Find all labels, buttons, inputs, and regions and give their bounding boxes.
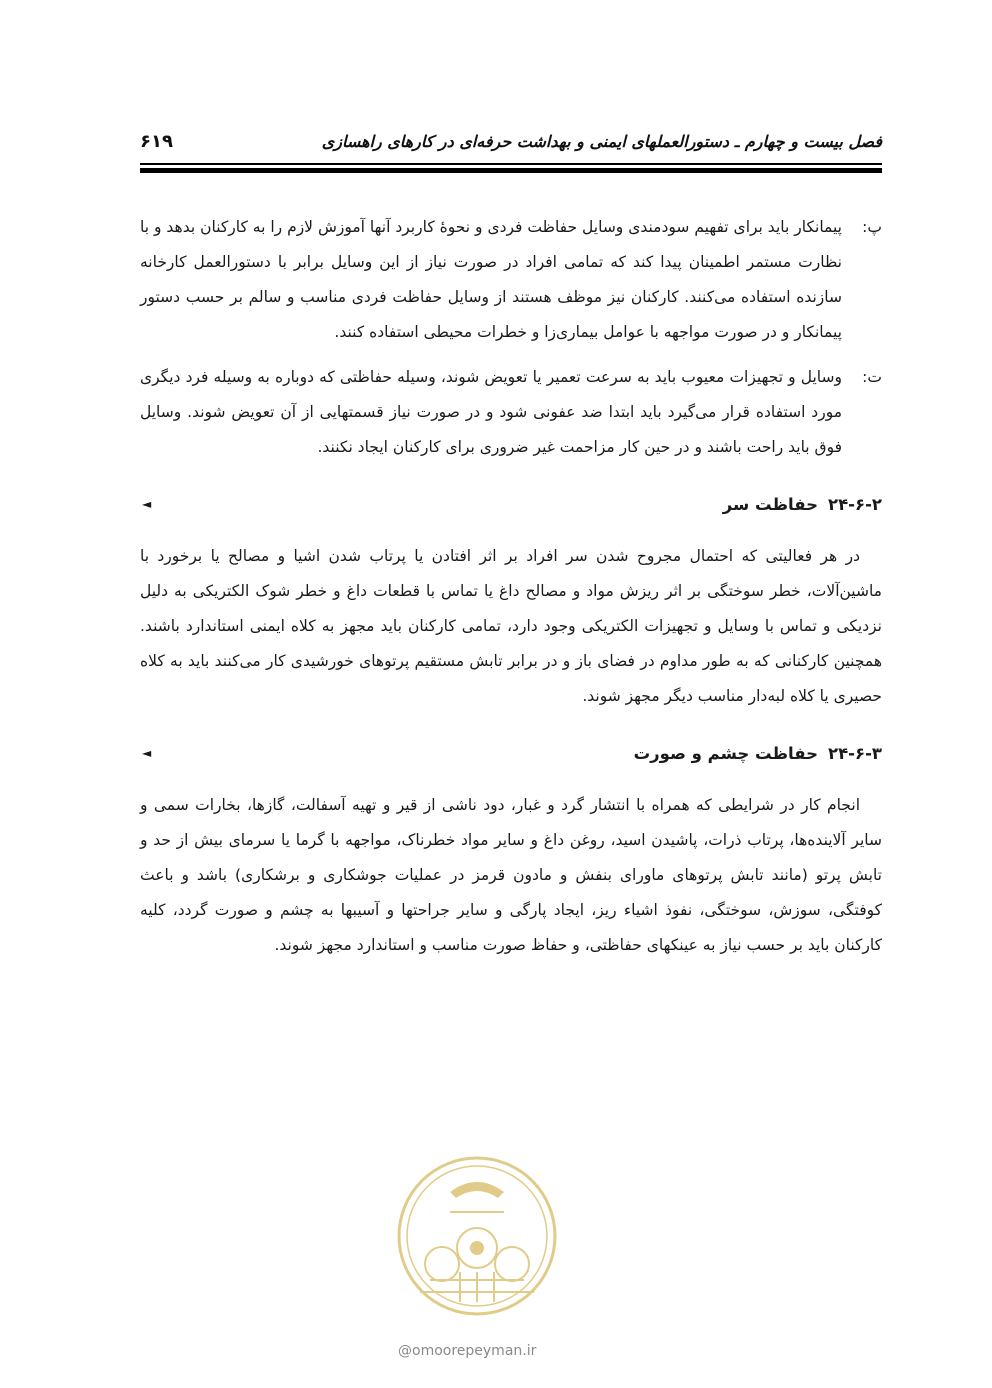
section-paragraph: انجام کار در شرایطی که همراه با انتشار گرد و غبار، دود ناشی از قیر و تهیه آسفالت، گازها، بخارات سمی و سایر آلاینده‌ها، پرتاب ذرات، پاشیدن اسید، روغن داغ و سایر مواد خطرناک، مواجهه با گرما یا سرمای بیش از حد و تابش پرتو (مانند تابش پرتوهای ماورای بنفش و مادون قرمز در عملیات جوشکاری و برشکاری) باشد و باعث کوفتگی، سوزش، سوختگی، نفوذ اشیاء ریز، ایجاد پارگی و سایر جراحتها و آسیبها به چشم و صورت گردد، کلیه کارکنان باید بر حسب نیاز به عینکهای حفاظتی، و حفاظ صورت مناسب و استاندارد مجهز شوند. — [140, 796, 882, 954]
page-number: ۶۱۹ — [140, 130, 173, 152]
header-rule-thin — [140, 163, 882, 165]
section-marker-icon: ◄ — [142, 746, 152, 760]
page-body — [140, 210, 882, 963]
list-item — [140, 210, 882, 350]
section-paragraph: در هر فعالیتی که احتمال مجروح شدن سر افراد بر اثر افتادن یا پرتاب شدن اشیا و مصالح یا برخورد با ماشین‌آلات، خطر سوختگی بر اثر ریزش مواد و مصالح داغ یا تماس با قطعات داغ و خطر شوک الکتریکی به دلیل نزدیکی و تماس با وسایل و تجهیزات الکتریکی وجود دارد، تمامی کارکنان باید مجهز به کلاه ایمنی استاندارد باشند. همچنین کارکنانی که به طور مداوم در فضای باز و در برابر تابش مستقیم پرتوهای خورشیدی کار می‌کنند باید به کلاه حصیری یا کلاه لبه‌دار مناسب دیگر مجهز شوند. — [140, 547, 882, 705]
section-marker-icon: ◄ — [142, 497, 152, 511]
section-title: حفاظت چشم و صورت — [633, 743, 819, 763]
list-item — [140, 360, 882, 465]
running-header — [140, 126, 882, 156]
list-marker: ت: — [862, 368, 882, 386]
list-item-text: پیمانکار باید برای تفهیم سودمندی وسایل حفاظت فردی و نحوهٔ کاربرد آنها آموزش لازم را به کارکنان بدهد و با نظارت مستمر اطمینان پیدا کند که تمامی افراد در صورت نیاز از این وسایل برابر با دستورالعمل کارخانه سازنده استفاده می‌کنند. کارکنان نیز موظف هستند از وسایل حفاظت فردی مناسب و سالم بر حسب دستور پیمانکار و در صورت مواجهه با عوامل بیماری‌زا و خطرات محیطی استفاده کنند. — [140, 218, 842, 341]
section-number: ۲۴-۶-۳ — [828, 743, 882, 763]
header-rule-thick — [140, 168, 882, 173]
section-number: ۲۴-۶-۲ — [828, 494, 882, 514]
watermark-logo-icon — [390, 1152, 564, 1320]
chapter-title: فصل بیست و چهارم ـ دستورالعملهای ایمنی و بهداشت حرفه‌ای در کارهای راهسازی — [321, 131, 882, 151]
section-heading — [140, 738, 882, 768]
section-title: حفاظت سر — [722, 494, 819, 514]
section-heading — [140, 489, 882, 519]
list-marker: پ: — [862, 218, 882, 236]
watermark-caption: @omoorepeyman.ir — [398, 1343, 537, 1359]
list-item-text: وسایل و تجهیزات معیوب باید به سرعت تعمیر یا تعویض شوند، وسیله حفاظتی که دوباره به وسیله فرد دیگری مورد استفاده قرار می‌گیرد باید ابتدا ضد عفونی شود و در صورت نیاز قسمتهایی از آن تعویض شوند. وسایل فوق باید راحت باشند و در حین کار مزاحمت غیر ضروری برای کارکنان ایجاد نکنند. — [140, 368, 842, 456]
